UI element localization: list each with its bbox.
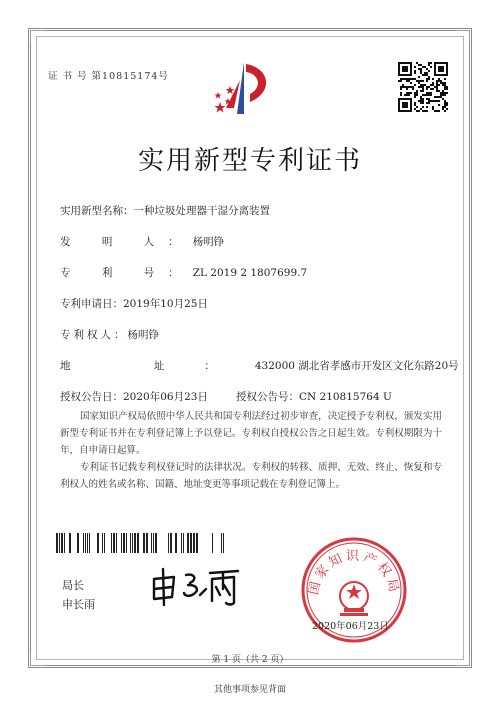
field-label: 专 利 号： (60, 267, 193, 279)
certificate-number: 证 书 号 第10815174号 (48, 71, 169, 82)
field-grant-date (60, 389, 392, 404)
field-utility-model-name (60, 203, 270, 218)
qr-code-icon (398, 62, 448, 112)
handwritten-signature-icon (148, 565, 244, 607)
field-value: 432000 湖北省孝感市开发区文化东路20号 (254, 360, 459, 372)
field-patentee (60, 327, 159, 342)
seal-date: 2020年06月23日 (312, 621, 389, 632)
field-label: 发 明 人： (60, 236, 193, 248)
statement-paragraph: 专利证书记载专利权登记时的法律状况。专利权的转移、质押、无效、终止、恢复和专利权人的姓名或名称、国籍、地址变更等事项记载在专利登记簿上。 (60, 462, 442, 490)
signatory-name: 申长雨 (62, 598, 95, 611)
field-value: CN 210815764 U (298, 391, 392, 403)
field-value: 2019年10月25日 (123, 298, 208, 310)
field-label: 专利权人： (60, 329, 128, 341)
field-label: 实用新型名称： (60, 205, 134, 217)
field-value: 2020年06月23日 (123, 391, 208, 403)
patent-office-logo-icon (204, 58, 284, 116)
field-filing-date (60, 296, 208, 311)
statement-paragraph: 国家知识产权局依照中华人民共和国专利法经过初步审查，决定授予专利权，颁发实用新型专利证书并在专利登记簿上予以登记。专利权自授权公告之日起生效。专利权期限为十年，自申请日起算。 (60, 411, 442, 456)
barcode-icon (48, 533, 226, 553)
signatory-title: 局长 (62, 579, 84, 592)
page-number: 第 1 页（共 2 页） (211, 655, 289, 665)
field-inventor (60, 234, 224, 249)
footnote: 其他事项参见背面 (213, 685, 286, 695)
corner-ornament (455, 30, 470, 45)
field-value: 杨明铮 (192, 236, 225, 248)
field-label: 地 址： (60, 360, 255, 372)
field-label: 授权公告日： (60, 391, 123, 403)
field-value: ZL 2019 2 1807699.7 (192, 267, 308, 279)
seal-text: 国家知识产权局 (306, 549, 402, 597)
field-value: 一种垃圾处理器干湿分离装置 (133, 205, 270, 217)
field-address (60, 358, 459, 373)
corner-ornament (30, 30, 45, 45)
field-patent-number (60, 265, 307, 280)
certificate-title: 实用新型专利证书 (137, 146, 362, 176)
field-value: 杨明铮 (127, 329, 159, 341)
field-label: 授权公告号： (235, 391, 299, 403)
field-label: 专利申请日： (60, 298, 123, 310)
